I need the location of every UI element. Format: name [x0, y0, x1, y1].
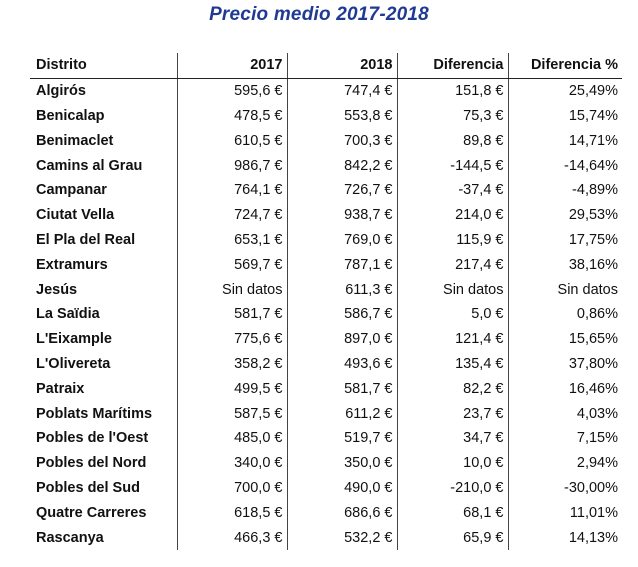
cell-diferencia-pct: 2,94%: [508, 451, 622, 476]
table-row: [30, 327, 622, 352]
cell-2018: 586,7 €: [287, 302, 397, 327]
cell-diferencia: 23,7 €: [397, 401, 508, 426]
cell-2018: 700,3 €: [287, 128, 397, 153]
cell-diferencia-pct: 37,80%: [508, 352, 622, 377]
table-row: [30, 178, 622, 203]
cell-distrito: Pobles del Nord: [36, 455, 147, 472]
header-distrito: Distrito: [30, 53, 177, 78]
cell-diferencia: -37,4 €: [397, 178, 508, 203]
cell-2018: 350,0 €: [287, 451, 397, 476]
cell-diferencia: Sin datos: [397, 277, 508, 302]
cell-2017: 581,7 €: [177, 302, 287, 327]
cell-diferencia: 68,1 €: [397, 500, 508, 525]
cell-diferencia-pct: 38,16%: [508, 252, 622, 277]
cell-2017: 587,5 €: [177, 401, 287, 426]
cell-2018: 519,7 €: [287, 426, 397, 451]
cell-2018: 490,0 €: [287, 476, 397, 501]
cell-distrito: Pobles de l'Oest: [36, 430, 149, 447]
cell-diferencia-pct: 4,03%: [508, 401, 622, 426]
cell-diferencia: 121,4 €: [397, 327, 508, 352]
cell-2018: 842,2 €: [287, 153, 397, 178]
cell-distrito: Jesús: [36, 281, 78, 298]
table-header-row: [30, 53, 622, 78]
cell-diferencia-pct: 15,74%: [508, 104, 622, 129]
cell-diferencia-pct: -30,00%: [508, 476, 622, 501]
cell-distrito: Benimaclet: [36, 132, 114, 149]
table-row: [30, 376, 622, 401]
cell-diferencia: 34,7 €: [397, 426, 508, 451]
cell-diferencia-pct: 14,13%: [508, 525, 622, 550]
cell-2017: 764,1 €: [177, 178, 287, 203]
cell-diferencia-pct: 7,15%: [508, 426, 622, 451]
price-table: [30, 53, 622, 550]
table-row: [30, 252, 622, 277]
cell-diferencia-pct: 29,53%: [508, 203, 622, 228]
cell-2018: 581,7 €: [287, 376, 397, 401]
cell-diferencia: 82,2 €: [397, 376, 508, 401]
cell-distrito: Benicalap: [36, 107, 105, 124]
cell-diferencia: 75,3 €: [397, 104, 508, 129]
cell-2018: 747,4 €: [287, 78, 397, 103]
cell-2018: 532,2 €: [287, 525, 397, 550]
cell-distrito: Camins al Grau: [36, 157, 143, 174]
cell-2017: 499,5 €: [177, 376, 287, 401]
cell-diferencia-pct: 11,01%: [508, 500, 622, 525]
cell-2018: 493,6 €: [287, 352, 397, 377]
cell-2018: 769,0 €: [287, 228, 397, 253]
table-row: [30, 302, 622, 327]
cell-2018: 726,7 €: [287, 178, 397, 203]
cell-distrito: L'Eixample: [36, 331, 112, 348]
cell-diferencia: 214,0 €: [397, 203, 508, 228]
cell-distrito: Rascanya: [36, 529, 104, 546]
cell-diferencia: 115,9 €: [397, 228, 508, 253]
cell-diferencia-pct: -14,64%: [508, 153, 622, 178]
cell-diferencia-pct: 15,65%: [508, 327, 622, 352]
cell-distrito: El Pla del Real: [36, 231, 136, 248]
cell-2017: 595,6 €: [177, 78, 287, 103]
cell-2017: 724,7 €: [177, 203, 287, 228]
cell-2017: 986,7 €: [177, 153, 287, 178]
cell-distrito: L'Olivereta: [36, 355, 111, 372]
cell-diferencia: 65,9 €: [397, 525, 508, 550]
table-row: [30, 277, 622, 302]
cell-distrito: Poblats Marítims: [36, 405, 153, 422]
table-row: [30, 153, 622, 178]
cell-2018: 611,3 €: [287, 277, 397, 302]
cell-2017: 569,7 €: [177, 252, 287, 277]
cell-distrito: Algirós: [36, 83, 86, 100]
table-row: [30, 525, 622, 550]
cell-diferencia-pct: 25,49%: [508, 78, 622, 103]
cell-2017: 340,0 €: [177, 451, 287, 476]
cell-distrito: Ciutat Vella: [36, 207, 115, 224]
cell-2017: 775,6 €: [177, 327, 287, 352]
cell-diferencia: 10,0 €: [397, 451, 508, 476]
cell-diferencia-pct: 14,71%: [508, 128, 622, 153]
cell-diferencia: 217,4 €: [397, 252, 508, 277]
cell-diferencia: 135,4 €: [397, 352, 508, 377]
cell-diferencia: -144,5 €: [397, 153, 508, 178]
cell-distrito: Quatre Carreres: [36, 504, 147, 521]
cell-2018: 686,6 €: [287, 500, 397, 525]
cell-2017: 466,3 €: [177, 525, 287, 550]
table-row: [30, 451, 622, 476]
page-title: Precio medio 2017-2018: [209, 4, 429, 25]
cell-diferencia: 89,8 €: [397, 128, 508, 153]
cell-2018: 611,2 €: [287, 401, 397, 426]
cell-diferencia-pct: -4,89%: [508, 178, 622, 203]
cell-2017: Sin datos: [177, 277, 287, 302]
header-diferencia-pct: Diferencia %: [508, 53, 622, 78]
cell-2017: 485,0 €: [177, 426, 287, 451]
header-2017: 2017: [177, 53, 287, 78]
cell-distrito: Patraix: [36, 380, 85, 397]
table-row: [30, 128, 622, 153]
cell-distrito: La Saïdia: [36, 306, 100, 323]
cell-diferencia-pct: 16,46%: [508, 376, 622, 401]
table-row: [30, 476, 622, 501]
cell-diferencia: 151,8 €: [397, 78, 508, 103]
cell-2017: 358,2 €: [177, 352, 287, 377]
table-row: [30, 401, 622, 426]
table-row: [30, 228, 622, 253]
cell-distrito: Campanar: [36, 182, 107, 199]
table-row: [30, 78, 622, 103]
cell-diferencia: -210,0 €: [397, 476, 508, 501]
cell-2017: 618,5 €: [177, 500, 287, 525]
table-row: [30, 203, 622, 228]
cell-2018: 787,1 €: [287, 252, 397, 277]
cell-diferencia-pct: 0,86%: [508, 302, 622, 327]
table-row: [30, 352, 622, 377]
cell-diferencia-pct: Sin datos: [508, 277, 622, 302]
cell-2018: 938,7 €: [287, 203, 397, 228]
cell-distrito: Pobles del Sud: [36, 479, 140, 496]
cell-diferencia: 5,0 €: [397, 302, 508, 327]
cell-2018: 553,8 €: [287, 104, 397, 129]
table-body: [30, 78, 622, 550]
cell-2017: 700,0 €: [177, 476, 287, 501]
table-row: [30, 426, 622, 451]
header-2018: 2018: [287, 53, 397, 78]
cell-2017: 653,1 €: [177, 228, 287, 253]
cell-2018: 897,0 €: [287, 327, 397, 352]
cell-2017: 478,5 €: [177, 104, 287, 129]
table-row: [30, 104, 622, 129]
cell-diferencia-pct: 17,75%: [508, 228, 622, 253]
header-diferencia: Diferencia: [397, 53, 508, 78]
cell-distrito: Extramurs: [36, 256, 108, 273]
table-row: [30, 500, 622, 525]
cell-2017: 610,5 €: [177, 128, 287, 153]
